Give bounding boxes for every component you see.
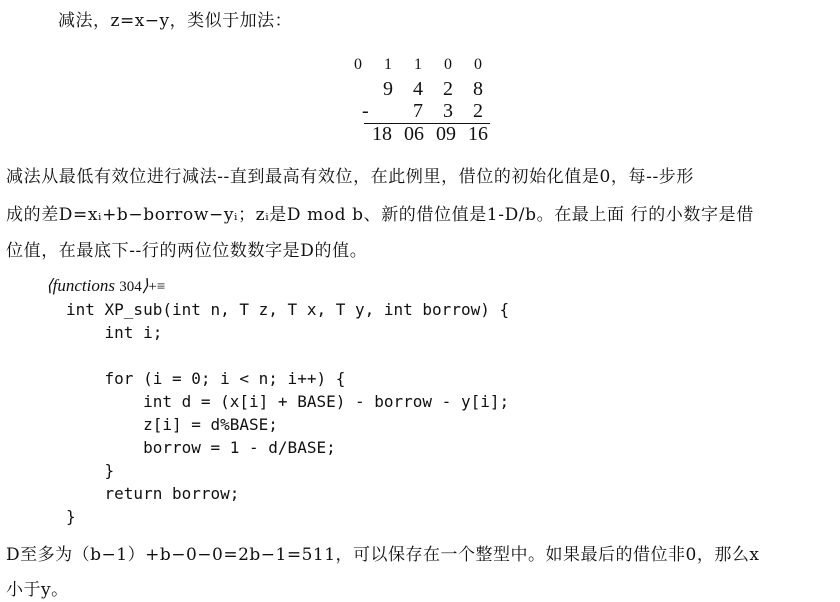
code-line: z[i] = d%BASE; <box>66 415 278 434</box>
code-line: int d = (x[i] + BASE) - borrow - y[i]; <box>66 392 510 411</box>
borrow-digit: 0 <box>444 56 452 73</box>
x-digit: 4 <box>413 78 423 100</box>
code-line: int i; <box>66 323 163 342</box>
x-digit: 9 <box>383 78 393 100</box>
footer-line-1: D至多为（b−1）+b−0−0=2b−1=511，可以保存在一个整型中。如果最后的借位非0，那么x <box>6 545 760 565</box>
borrow-digit: 1 <box>384 56 392 73</box>
code-line: } <box>66 461 115 480</box>
code-line: int XP_sub(int n, T z, T x, T y, int borrow) { <box>66 300 510 319</box>
difference-row <box>352 123 502 147</box>
minus-sign: - <box>362 100 369 122</box>
d-value: 16 <box>468 123 488 145</box>
y-digit: 3 <box>443 100 453 122</box>
code-line: borrow = 1 - d/BASE; <box>66 438 336 457</box>
y-digit: 2 <box>473 100 483 122</box>
paragraph-line-1: 减法从最低有效位进行减法--直到最高有效位，在此例里，借位的初始化值是0，每--步形 <box>6 167 694 187</box>
paragraph-line-3: 位值，在最底下--行的两位位数数字是D的值。 <box>6 241 368 261</box>
code-line: return borrow; <box>66 484 240 503</box>
intro-text: 减法，z=x−y，类似于加法： <box>58 11 293 31</box>
minuend-row <box>352 78 502 102</box>
code-line: } <box>66 507 76 526</box>
y-digit: 7 <box>413 100 423 122</box>
d-value: 06 <box>404 123 424 145</box>
footer-line-2: 小于y。 <box>6 580 69 600</box>
chunk-operator: +≡ <box>148 279 166 295</box>
paragraph-line-2: 成的差D=xᵢ+b−borrow−yᵢ；zᵢ是D mod b、新的借位值是1-D/b。在最上面 行的小数字是借 <box>6 205 754 225</box>
d-value: 09 <box>436 123 456 145</box>
d-value: 18 <box>372 123 392 145</box>
borrow-digit: 0 <box>474 56 482 73</box>
code-line: for (i = 0; i < n; i++) { <box>66 369 346 388</box>
chunk-number: 304 <box>119 279 142 295</box>
borrow-digit: 0 <box>354 56 362 73</box>
subtrahend-row <box>352 100 502 124</box>
x-digit: 8 <box>473 78 483 100</box>
code-chunk-header: ⟨functions 304⟩+≡ <box>46 276 166 295</box>
borrow-row <box>352 56 502 80</box>
borrow-digit: 1 <box>414 56 422 73</box>
chunk-name: functions <box>52 276 115 295</box>
x-digit: 2 <box>443 78 453 100</box>
